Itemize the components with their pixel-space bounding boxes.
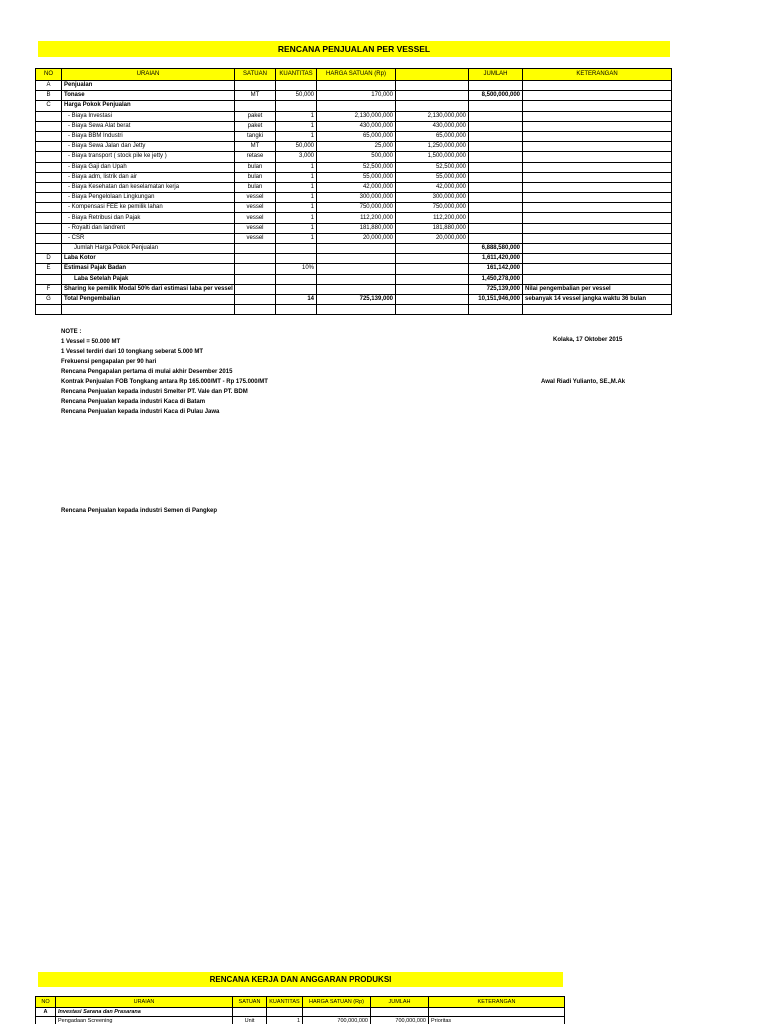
cell-jumlah[interactable] xyxy=(469,131,523,141)
cell-uraian[interactable]: - Kompensasi FEE ke pemilik lahan xyxy=(62,203,235,213)
cell-keterangan[interactable] xyxy=(523,162,672,172)
col-keterangan[interactable]: KETERANGAN xyxy=(523,69,672,81)
cell-keterangan[interactable] xyxy=(523,182,672,192)
cell-harga[interactable] xyxy=(317,305,396,315)
cell-no[interactable]: G xyxy=(36,294,62,304)
cell-kuantitas[interactable] xyxy=(276,254,317,264)
cell-no[interactable] xyxy=(36,162,62,172)
cell-harga[interactable]: 42,000,000 xyxy=(317,182,396,192)
cell-subtotal[interactable] xyxy=(396,101,469,111)
cell-no[interactable] xyxy=(36,182,62,192)
cell-jumlah[interactable]: 6,888,580,000 xyxy=(469,244,523,254)
cell-uraian[interactable]: Estimasi Pajak Badan xyxy=(62,264,235,274)
cell-no[interactable] xyxy=(36,233,62,243)
cell-no[interactable]: E xyxy=(36,264,62,274)
cell-satuan[interactable] xyxy=(235,294,276,304)
col-satuan[interactable]: SATUAN xyxy=(235,69,276,81)
cell-satuan[interactable]: MT xyxy=(235,91,276,101)
cell-harga[interactable] xyxy=(317,284,396,294)
table-row xyxy=(36,203,672,213)
notes-block xyxy=(61,327,268,417)
cell-subtotal[interactable]: 55,000,000 xyxy=(396,172,469,182)
cell-no[interactable]: F xyxy=(36,284,62,294)
col-harga[interactable]: HARGA SATUAN (Rp) xyxy=(317,69,396,81)
cell-subtotal[interactable]: 112,200,000 xyxy=(396,213,469,223)
cell-keterangan[interactable] xyxy=(523,101,672,111)
cell-no[interactable]: D xyxy=(36,254,62,264)
cell-jumlah[interactable] xyxy=(469,182,523,192)
cell-satuan[interactable]: vessel xyxy=(235,193,276,203)
cell-satuan[interactable]: vessel xyxy=(235,223,276,233)
cell-subtotal[interactable]: 1,250,000,000 xyxy=(396,142,469,152)
cell-satuan[interactable]: MT xyxy=(235,142,276,152)
cell-uraian[interactable]: - Biaya Gaji dan Upah xyxy=(62,162,235,172)
cell-uraian[interactable]: Tonase xyxy=(62,91,235,101)
cell-harga[interactable]: 170,000 xyxy=(317,91,396,101)
cell-keterangan[interactable]: sebanyak 14 vessel jangka waktu 36 bulan xyxy=(523,294,672,304)
cell-jumlah[interactable] xyxy=(469,305,523,315)
cell-keterangan[interactable] xyxy=(523,81,672,91)
col-satuan[interactable]: SATUAN xyxy=(233,997,267,1008)
cell-no[interactable]: B xyxy=(36,91,62,101)
cell-jumlah[interactable] xyxy=(469,121,523,131)
col-kuantitas[interactable]: KUANTITAS xyxy=(267,997,303,1008)
cell-uraian[interactable]: Harga Pokok Penjualan xyxy=(62,101,235,111)
cell-harga[interactable]: 181,880,000 xyxy=(317,223,396,233)
table-row xyxy=(36,131,672,141)
table-row xyxy=(36,142,672,152)
cell-keterangan[interactable] xyxy=(523,91,672,101)
cell-satuan[interactable]: tangki xyxy=(235,131,276,141)
cell-no[interactable] xyxy=(36,121,62,131)
cell-subtotal[interactable] xyxy=(396,91,469,101)
note-line: Rencana Penjualan kepada industri Smelter PT. Vale dan PT. BDM xyxy=(61,389,248,395)
table-row xyxy=(36,274,672,284)
cell-harga[interactable]: 430,000,000 xyxy=(317,121,396,131)
cell-satuan[interactable]: paket xyxy=(235,121,276,131)
note-line: Frekuensi pengapalan per 90 hari xyxy=(61,359,157,365)
cell-satuan[interactable]: vessel xyxy=(235,213,276,223)
sheet2-title: RENCANA KERJA DAN ANGGARAN PRODUKSI xyxy=(38,972,563,987)
cell-subtotal[interactable]: 65,000,000 xyxy=(396,131,469,141)
table-row xyxy=(36,244,672,254)
cell-subtotal[interactable]: 300,000,000 xyxy=(396,193,469,203)
cell-no[interactable] xyxy=(36,193,62,203)
cell-harga[interactable]: 500,000 xyxy=(317,152,396,162)
cell-harga[interactable] xyxy=(317,101,396,111)
cell-uraian[interactable]: Total Pengembalian xyxy=(62,294,235,304)
cell-harga[interactable] xyxy=(317,254,396,264)
cell-satuan[interactable]: bulan xyxy=(235,182,276,192)
col-jumlah[interactable]: JUMLAH xyxy=(371,997,429,1008)
cell-jumlah[interactable] xyxy=(469,172,523,182)
cell-jumlah[interactable]: 10,151,946,000 xyxy=(469,294,523,304)
cell-no[interactable] xyxy=(36,1017,56,1024)
table-row xyxy=(36,1008,565,1017)
table-row xyxy=(36,101,672,111)
cell-subtotal[interactable] xyxy=(396,274,469,284)
note-line: Rencana Penjualan kepada industri Kaca di Batam xyxy=(61,399,206,405)
cell-kuantitas[interactable]: 1 xyxy=(276,172,317,182)
cell-keterangan[interactable] xyxy=(523,152,672,162)
cell-kuantitas[interactable]: 1 xyxy=(276,213,317,223)
cell-subtotal[interactable] xyxy=(396,284,469,294)
cell-no[interactable] xyxy=(36,131,62,141)
cell-no[interactable]: C xyxy=(36,101,62,111)
table-row xyxy=(36,91,672,101)
cell-keterangan[interactable] xyxy=(523,131,672,141)
cell-kuantitas[interactable] xyxy=(276,244,317,254)
col-no[interactable]: NO xyxy=(36,69,62,81)
cell-satuan[interactable] xyxy=(235,284,276,294)
table-row xyxy=(36,223,672,233)
production-budget-table xyxy=(35,996,565,1024)
col-blank[interactable] xyxy=(396,69,469,81)
cell-no[interactable] xyxy=(36,244,62,254)
cell-satuan[interactable]: bulan xyxy=(235,162,276,172)
cell-uraian[interactable]: - Biaya BBM Industri xyxy=(62,131,235,141)
cell-harga[interactable]: 112,200,000 xyxy=(317,213,396,223)
cell-subtotal[interactable]: 52,500,000 xyxy=(396,162,469,172)
cell-subtotal[interactable]: 42,000,000 xyxy=(396,182,469,192)
cell-keterangan[interactable] xyxy=(523,274,672,284)
cell-harga[interactable]: 750,000,000 xyxy=(317,203,396,213)
col-uraian[interactable]: URAIAN xyxy=(56,997,233,1008)
cell-uraian[interactable]: Sharing ke pemilik Modal 50% dari estimasi laba per vessel xyxy=(62,284,235,294)
table-row xyxy=(36,81,672,91)
cell-uraian[interactable]: Investasi Sarana dan Prasarana xyxy=(56,1008,233,1017)
cell-satuan[interactable]: vessel xyxy=(235,233,276,243)
cell-subtotal[interactable]: 20,000,000 xyxy=(396,233,469,243)
cell-no[interactable]: A xyxy=(36,1008,56,1017)
table-row xyxy=(36,193,672,203)
col-no[interactable]: NO xyxy=(36,997,56,1008)
cell-harga[interactable]: 52,500,000 xyxy=(317,162,396,172)
cell-subtotal[interactable] xyxy=(396,264,469,274)
cell-uraian[interactable]: Pengadaan Screening xyxy=(56,1017,233,1024)
col-jumlah[interactable]: JUMLAH xyxy=(469,69,523,81)
notes-heading: NOTE : xyxy=(61,329,82,335)
cell-jumlah[interactable]: 161,142,000 xyxy=(469,264,523,274)
table-row xyxy=(36,172,672,182)
table-row xyxy=(36,284,672,294)
cell-jumlah[interactable] xyxy=(469,203,523,213)
cell-no[interactable] xyxy=(36,203,62,213)
cell-kuantitas[interactable]: 1 xyxy=(267,1017,303,1024)
cell-no[interactable] xyxy=(36,111,62,121)
cell-subtotal[interactable] xyxy=(396,81,469,91)
table-row xyxy=(36,264,672,274)
cell-jumlah[interactable] xyxy=(371,1008,429,1017)
cell-kuantitas[interactable]: 50,000 xyxy=(276,91,317,101)
cell-jumlah[interactable] xyxy=(469,162,523,172)
sheet-title: RENCANA PENJUALAN PER VESSEL xyxy=(38,41,670,57)
table-header-row xyxy=(36,997,565,1008)
table-row xyxy=(36,121,672,131)
cell-uraian[interactable]: - Royalti dan landrent xyxy=(62,223,235,233)
cell-keterangan[interactable] xyxy=(523,264,672,274)
cell-keterangan[interactable] xyxy=(523,305,672,315)
cell-jumlah[interactable] xyxy=(469,223,523,233)
cell-keterangan[interactable]: Prioritas xyxy=(429,1017,565,1024)
cell-harga[interactable] xyxy=(317,274,396,284)
cell-uraian[interactable]: - Biaya Pengelolaan Lingkungan xyxy=(62,193,235,203)
cell-jumlah[interactable] xyxy=(469,152,523,162)
cell-keterangan[interactable] xyxy=(523,193,672,203)
cell-keterangan[interactable] xyxy=(523,142,672,152)
cell-uraian[interactable]: Penjualan xyxy=(62,81,235,91)
cell-no[interactable] xyxy=(36,172,62,182)
cell-kuantitas[interactable]: 1 xyxy=(276,131,317,141)
cell-uraian[interactable]: - Biaya Retribusi dan Pajak xyxy=(62,213,235,223)
cell-harga[interactable]: 20,000,000 xyxy=(317,233,396,243)
cell-kuantitas[interactable]: 50,000 xyxy=(276,142,317,152)
cell-kuantitas[interactable]: 1 xyxy=(276,223,317,233)
cell-kuantitas[interactable]: 3,000 xyxy=(276,152,317,162)
cell-no[interactable] xyxy=(36,305,62,315)
cell-harga[interactable]: 25,000 xyxy=(317,142,396,152)
cell-kuantitas[interactable]: 10% xyxy=(276,264,317,274)
cell-satuan[interactable] xyxy=(235,81,276,91)
cell-kuantitas[interactable] xyxy=(276,101,317,111)
cell-jumlah[interactable] xyxy=(469,81,523,91)
table-row xyxy=(36,294,672,304)
cell-keterangan[interactable] xyxy=(523,121,672,131)
cell-satuan[interactable]: retase xyxy=(235,152,276,162)
cell-harga[interactable]: 2,130,000,000 xyxy=(317,111,396,121)
cell-subtotal[interactable] xyxy=(396,244,469,254)
cell-uraian[interactable]: - CSR xyxy=(62,233,235,243)
cell-no[interactable] xyxy=(36,213,62,223)
cell-jumlah[interactable]: 1,611,420,000 xyxy=(469,254,523,264)
cell-satuan[interactable] xyxy=(235,274,276,284)
cell-kuantitas[interactable]: 1 xyxy=(276,182,317,192)
cell-no[interactable] xyxy=(36,142,62,152)
cell-keterangan[interactable] xyxy=(523,254,672,264)
cell-harga[interactable] xyxy=(317,81,396,91)
cell-satuan[interactable] xyxy=(235,305,276,315)
cell-satuan[interactable]: paket xyxy=(235,111,276,121)
sales-plan-table xyxy=(35,68,672,315)
table-row xyxy=(36,182,672,192)
cell-kuantitas[interactable] xyxy=(276,274,317,284)
cell-keterangan[interactable] xyxy=(523,111,672,121)
cell-uraian[interactable]: - Biaya adm, listrik dan air xyxy=(62,172,235,182)
table-header-row xyxy=(36,69,672,81)
signer-name: Awal Riadi Yulianto, SE.,M.Ak xyxy=(541,379,626,385)
cell-no[interactable] xyxy=(36,223,62,233)
cell-keterangan[interactable] xyxy=(523,244,672,254)
table-row xyxy=(36,1017,565,1024)
cell-subtotal[interactable]: 181,880,000 xyxy=(396,223,469,233)
cell-uraian[interactable]: Jumlah Harga Pokok Penjualan xyxy=(62,244,235,254)
cell-keterangan[interactable] xyxy=(523,172,672,182)
cell-kuantitas[interactable]: 1 xyxy=(276,203,317,213)
cell-jumlah[interactable]: 1,450,278,000 xyxy=(469,274,523,284)
cell-jumlah[interactable] xyxy=(469,193,523,203)
cell-uraian[interactable]: Laba Setelah Pajak xyxy=(62,274,235,284)
table-row xyxy=(36,111,672,121)
cell-kuantitas[interactable]: 14 xyxy=(276,294,317,304)
cell-uraian[interactable]: - Biaya Sewa Jalan dan Jetty xyxy=(62,142,235,152)
cell-satuan[interactable] xyxy=(235,101,276,111)
table-row xyxy=(36,152,672,162)
col-uraian[interactable]: URAIAN xyxy=(62,69,235,81)
cell-subtotal[interactable]: 750,000,000 xyxy=(396,203,469,213)
cell-kuantitas[interactable]: 1 xyxy=(276,162,317,172)
cell-harga[interactable]: 55,000,000 xyxy=(317,172,396,182)
cell-harga[interactable] xyxy=(317,244,396,254)
note-line: 1 Vessel = 50.000 MT xyxy=(61,339,121,345)
cell-keterangan[interactable] xyxy=(523,223,672,233)
cell-subtotal[interactable]: 430,000,000 xyxy=(396,121,469,131)
cell-harga[interactable]: 65,000,000 xyxy=(317,131,396,141)
cell-satuan[interactable] xyxy=(235,264,276,274)
cell-harga[interactable]: 700,000,000 xyxy=(303,1017,371,1024)
cell-subtotal[interactable] xyxy=(396,254,469,264)
col-kuantitas[interactable]: KUANTITAS xyxy=(276,69,317,81)
cell-jumlah[interactable]: 700,000,000 xyxy=(371,1017,429,1024)
cell-no[interactable]: A xyxy=(36,81,62,91)
cell-subtotal[interactable]: 2,130,000,000 xyxy=(396,111,469,121)
cell-satuan[interactable]: vessel xyxy=(235,203,276,213)
cell-jumlah[interactable] xyxy=(469,233,523,243)
cell-kuantitas[interactable]: 1 xyxy=(276,193,317,203)
cell-harga[interactable]: 300,000,000 xyxy=(317,193,396,203)
cell-keterangan[interactable]: Nilai pengembalian per vessel xyxy=(523,284,672,294)
cell-uraian[interactable]: - Biaya Kesehatan dan keselamatan kerja xyxy=(62,182,235,192)
cell-harga[interactable] xyxy=(317,264,396,274)
cell-kuantitas[interactable] xyxy=(276,305,317,315)
cell-subtotal[interactable] xyxy=(396,294,469,304)
note-line: 1 Vessel terdiri dari 10 tongkang seberat 5.000 MT xyxy=(61,349,204,355)
cell-no[interactable] xyxy=(36,152,62,162)
cell-jumlah[interactable]: 8,500,000,000 xyxy=(469,91,523,101)
cell-harga[interactable] xyxy=(303,1008,371,1017)
cell-jumlah[interactable]: 725,139,000 xyxy=(469,284,523,294)
col-harga[interactable]: HARGA SATUAN (Rp) xyxy=(303,997,371,1008)
cell-satuan[interactable]: Unit xyxy=(233,1017,267,1024)
cell-satuan[interactable] xyxy=(235,244,276,254)
cell-uraian[interactable] xyxy=(62,305,235,315)
cell-harga[interactable]: 725,139,000 xyxy=(317,294,396,304)
cell-jumlah[interactable] xyxy=(469,142,523,152)
table-row xyxy=(36,305,672,315)
cell-satuan[interactable] xyxy=(233,1008,267,1017)
cell-uraian[interactable]: Laba Kotor xyxy=(62,254,235,264)
cell-uraian[interactable]: - Biaya transport ( stock pile ke jetty ) xyxy=(62,152,235,162)
cell-keterangan[interactable] xyxy=(523,233,672,243)
table-row xyxy=(36,233,672,243)
cell-satuan[interactable] xyxy=(235,254,276,264)
cell-uraian[interactable]: - Biaya Investasi xyxy=(62,111,235,121)
cell-keterangan[interactable] xyxy=(523,203,672,213)
place-date: Kolaka, 17 Oktober 2015 xyxy=(553,337,623,343)
cell-kuantitas[interactable]: 1 xyxy=(276,121,317,131)
cell-subtotal[interactable] xyxy=(396,305,469,315)
cell-no[interactable] xyxy=(36,274,62,284)
cell-kuantitas[interactable]: 1 xyxy=(276,111,317,121)
cell-uraian[interactable]: - Biaya Sewa Alat berat xyxy=(62,121,235,131)
table-row xyxy=(36,162,672,172)
note-line: Kontrak Penjualan FOB Tongkang antara Rp 165.000/MT - Rp 175.000/MT xyxy=(61,379,268,385)
cell-keterangan[interactable] xyxy=(523,213,672,223)
cell-satuan[interactable]: bulan xyxy=(235,172,276,182)
cell-kuantitas[interactable] xyxy=(267,1008,303,1017)
cell-keterangan[interactable] xyxy=(429,1008,565,1017)
cell-jumlah[interactable] xyxy=(469,111,523,121)
cell-kuantitas[interactable] xyxy=(276,81,317,91)
cell-jumlah[interactable] xyxy=(469,213,523,223)
note-line: Rencana Pengapalan pertama di mulai akhir Desember 2015 xyxy=(61,369,233,375)
table-row xyxy=(36,254,672,264)
cell-kuantitas[interactable]: 1 xyxy=(276,233,317,243)
cell-kuantitas[interactable] xyxy=(276,284,317,294)
cell-subtotal[interactable]: 1,500,000,000 xyxy=(396,152,469,162)
extra-note: Rencana Penjualan kepada industri Semen di Pangkep xyxy=(61,508,218,514)
col-keterangan[interactable]: KETERANGAN xyxy=(429,997,565,1008)
cell-jumlah[interactable] xyxy=(469,101,523,111)
note-line: Rencana Penjualan kepada industri Kaca di Pulau Jawa xyxy=(61,409,220,415)
table-row xyxy=(36,213,672,223)
